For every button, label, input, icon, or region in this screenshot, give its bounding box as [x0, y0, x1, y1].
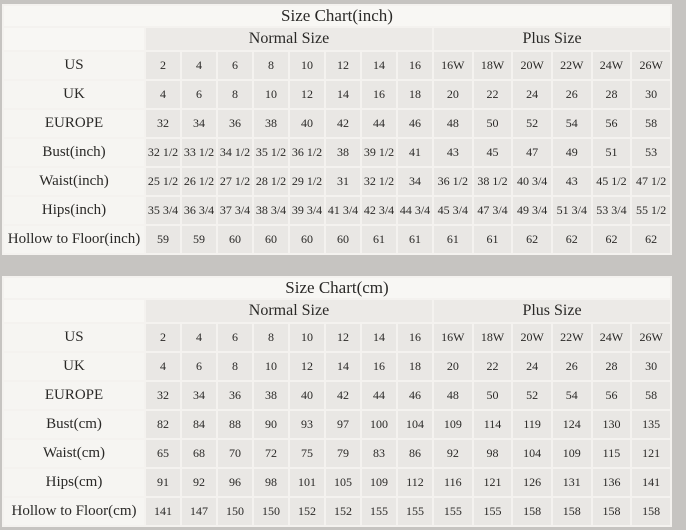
size-value-cell: 62: [513, 226, 551, 253]
table-row: [4, 110, 670, 137]
size-value-cell: 84: [182, 411, 216, 438]
size-value-cell: 16W: [434, 324, 472, 351]
table-title: Size Chart(cm): [4, 278, 670, 298]
size-value-cell: 155: [434, 498, 472, 525]
size-value-cell: 32: [146, 382, 180, 409]
size-value-cell: 12: [290, 81, 324, 108]
size-value-cell: 126: [513, 469, 551, 496]
row-label: Bust(inch): [4, 139, 144, 166]
size-value-cell: 44: [362, 110, 396, 137]
table-row: [4, 353, 670, 380]
size-value-cell: 42: [326, 110, 360, 137]
table-row: [4, 411, 670, 438]
size-value-cell: 45: [474, 139, 512, 166]
size-value-cell: 93: [290, 411, 324, 438]
row-label: US: [4, 324, 144, 351]
size-value-cell: 48: [434, 110, 472, 137]
size-value-cell: 8: [254, 52, 288, 79]
size-value-cell: 62: [593, 226, 631, 253]
size-value-cell: 16: [398, 324, 432, 351]
size-value-cell: 52: [513, 382, 551, 409]
size-value-cell: 32 1/2: [362, 168, 396, 195]
size-value-cell: 147: [182, 498, 216, 525]
size-value-cell: 96: [218, 469, 252, 496]
size-value-cell: 155: [362, 498, 396, 525]
row-label: UK: [4, 353, 144, 380]
size-value-cell: 4: [146, 353, 180, 380]
size-value-cell: 18W: [474, 324, 512, 351]
size-value-cell: 109: [553, 440, 591, 467]
size-value-cell: 20W: [513, 52, 551, 79]
size-value-cell: 39 3/4: [290, 197, 324, 224]
size-value-cell: 124: [553, 411, 591, 438]
row-label: Bust(cm): [4, 411, 144, 438]
size-value-cell: 40 3/4: [513, 168, 551, 195]
size-value-cell: 150: [218, 498, 252, 525]
size-value-cell: 24: [513, 353, 551, 380]
size-value-cell: 141: [632, 469, 670, 496]
row-label: EUROPE: [4, 110, 144, 137]
size-value-cell: 82: [146, 411, 180, 438]
size-value-cell: 61: [398, 226, 432, 253]
size-value-cell: 58: [632, 110, 670, 137]
size-chart-table: [2, 276, 672, 527]
size-value-cell: 150: [254, 498, 288, 525]
size-value-cell: 36: [218, 110, 252, 137]
size-value-cell: 92: [182, 469, 216, 496]
size-value-cell: 152: [326, 498, 360, 525]
row-label: Hips(inch): [4, 197, 144, 224]
size-value-cell: 62: [632, 226, 670, 253]
size-value-cell: 18: [398, 353, 432, 380]
column-group-header: Normal Size: [146, 28, 432, 50]
size-value-cell: 47 3/4: [474, 197, 512, 224]
size-value-cell: 60: [326, 226, 360, 253]
size-value-cell: 59: [182, 226, 216, 253]
size-value-cell: 92: [434, 440, 472, 467]
size-value-cell: 41 3/4: [326, 197, 360, 224]
size-value-cell: 65: [146, 440, 180, 467]
size-value-cell: 53: [632, 139, 670, 166]
row-label: Hollow to Floor(cm): [4, 498, 144, 525]
size-value-cell: 52: [513, 110, 551, 137]
size-value-cell: 55 1/2: [632, 197, 670, 224]
size-value-cell: 51: [593, 139, 631, 166]
size-value-cell: 4: [146, 81, 180, 108]
size-value-cell: 26W: [632, 52, 670, 79]
size-value-cell: 53 3/4: [593, 197, 631, 224]
size-chart-inch-section: [2, 4, 686, 255]
size-value-cell: 75: [290, 440, 324, 467]
size-value-cell: 61: [474, 226, 512, 253]
size-value-cell: 22: [474, 353, 512, 380]
table-row: [4, 52, 670, 79]
size-value-cell: 56: [593, 110, 631, 137]
size-value-cell: 22W: [553, 324, 591, 351]
size-value-cell: 38: [254, 382, 288, 409]
size-value-cell: 8: [254, 324, 288, 351]
size-value-cell: 72: [254, 440, 288, 467]
corner-cell: [4, 300, 144, 322]
table-row: [4, 139, 670, 166]
size-value-cell: 30: [632, 353, 670, 380]
size-value-cell: 25 1/2: [146, 168, 180, 195]
size-value-cell: 44 3/4: [398, 197, 432, 224]
size-value-cell: 18W: [474, 52, 512, 79]
size-value-cell: 114: [474, 411, 512, 438]
size-value-cell: 10: [290, 52, 324, 79]
size-value-cell: 2: [146, 52, 180, 79]
size-value-cell: 70: [218, 440, 252, 467]
size-chart-table: [2, 4, 672, 255]
row-label: Hollow to Floor(inch): [4, 226, 144, 253]
size-value-cell: 14: [362, 324, 396, 351]
size-value-cell: 32: [146, 110, 180, 137]
size-value-cell: 60: [290, 226, 324, 253]
size-value-cell: 60: [254, 226, 288, 253]
size-value-cell: 22W: [553, 52, 591, 79]
size-value-cell: 20: [434, 353, 472, 380]
size-value-cell: 104: [398, 411, 432, 438]
size-value-cell: 62: [553, 226, 591, 253]
size-value-cell: 38: [326, 139, 360, 166]
table-row: [4, 324, 670, 351]
row-label: US: [4, 52, 144, 79]
size-value-cell: 60: [218, 226, 252, 253]
size-value-cell: 97: [326, 411, 360, 438]
size-value-cell: 41: [398, 139, 432, 166]
size-value-cell: 105: [326, 469, 360, 496]
size-value-cell: 101: [290, 469, 324, 496]
size-value-cell: 158: [593, 498, 631, 525]
size-value-cell: 42 3/4: [362, 197, 396, 224]
size-value-cell: 34: [182, 110, 216, 137]
table-title: Size Chart(inch): [4, 6, 670, 26]
corner-cell: [4, 28, 144, 50]
size-value-cell: 37 3/4: [218, 197, 252, 224]
size-value-cell: 86: [398, 440, 432, 467]
size-value-cell: 130: [593, 411, 631, 438]
size-value-cell: 109: [362, 469, 396, 496]
size-value-cell: 54: [553, 382, 591, 409]
row-label: EUROPE: [4, 382, 144, 409]
size-value-cell: 14: [326, 81, 360, 108]
size-value-cell: 155: [474, 498, 512, 525]
size-value-cell: 38 1/2: [474, 168, 512, 195]
table-row: [4, 440, 670, 467]
size-value-cell: 49 3/4: [513, 197, 551, 224]
size-value-cell: 35 1/2: [254, 139, 288, 166]
table-row: [4, 382, 670, 409]
size-value-cell: 58: [632, 382, 670, 409]
size-value-cell: 16W: [434, 52, 472, 79]
size-value-cell: 98: [474, 440, 512, 467]
size-value-cell: 36: [218, 382, 252, 409]
size-value-cell: 136: [593, 469, 631, 496]
size-value-cell: 18: [398, 81, 432, 108]
size-value-cell: 26: [553, 353, 591, 380]
size-value-cell: 79: [326, 440, 360, 467]
size-value-cell: 22: [474, 81, 512, 108]
size-value-cell: 10: [254, 353, 288, 380]
size-value-cell: 54: [553, 110, 591, 137]
size-value-cell: 158: [632, 498, 670, 525]
size-value-cell: 109: [434, 411, 472, 438]
size-value-cell: 29 1/2: [290, 168, 324, 195]
size-value-cell: 40: [290, 110, 324, 137]
size-value-cell: 155: [398, 498, 432, 525]
size-value-cell: 121: [474, 469, 512, 496]
size-value-cell: 88: [218, 411, 252, 438]
size-value-cell: 61: [434, 226, 472, 253]
size-value-cell: 83: [362, 440, 396, 467]
size-value-cell: 26W: [632, 324, 670, 351]
size-value-cell: 4: [182, 52, 216, 79]
size-value-cell: 4: [182, 324, 216, 351]
size-value-cell: 36 3/4: [182, 197, 216, 224]
size-value-cell: 14: [326, 353, 360, 380]
size-value-cell: 119: [513, 411, 551, 438]
row-label: UK: [4, 81, 144, 108]
size-value-cell: 43: [553, 168, 591, 195]
size-value-cell: 26: [553, 81, 591, 108]
size-value-cell: 91: [146, 469, 180, 496]
size-value-cell: 43: [434, 139, 472, 166]
size-value-cell: 49: [553, 139, 591, 166]
size-value-cell: 27 1/2: [218, 168, 252, 195]
size-value-cell: 131: [553, 469, 591, 496]
size-value-cell: 47: [513, 139, 551, 166]
size-value-cell: 135: [632, 411, 670, 438]
size-value-cell: 12: [326, 324, 360, 351]
size-value-cell: 112: [398, 469, 432, 496]
size-value-cell: 44: [362, 382, 396, 409]
table-row: [4, 498, 670, 525]
column-group-header: Plus Size: [434, 300, 670, 322]
size-value-cell: 45 3/4: [434, 197, 472, 224]
size-value-cell: 10: [290, 324, 324, 351]
row-label: Waist(inch): [4, 168, 144, 195]
size-value-cell: 46: [398, 110, 432, 137]
size-value-cell: 8: [218, 353, 252, 380]
row-label: Hips(cm): [4, 469, 144, 496]
size-value-cell: 50: [474, 110, 512, 137]
size-value-cell: 24: [513, 81, 551, 108]
size-value-cell: 28: [593, 81, 631, 108]
size-value-cell: 24W: [593, 324, 631, 351]
row-label: Waist(cm): [4, 440, 144, 467]
size-value-cell: 98: [254, 469, 288, 496]
size-value-cell: 2: [146, 324, 180, 351]
size-value-cell: 16: [362, 353, 396, 380]
size-value-cell: 8: [218, 81, 252, 108]
size-value-cell: 32 1/2: [146, 139, 180, 166]
size-value-cell: 28 1/2: [254, 168, 288, 195]
size-value-cell: 28: [593, 353, 631, 380]
size-value-cell: 47 1/2: [632, 168, 670, 195]
size-value-cell: 141: [146, 498, 180, 525]
size-value-cell: 115: [593, 440, 631, 467]
size-value-cell: 42: [326, 382, 360, 409]
size-value-cell: 45 1/2: [593, 168, 631, 195]
size-value-cell: 12: [290, 353, 324, 380]
size-value-cell: 16: [398, 52, 432, 79]
size-value-cell: 48: [434, 382, 472, 409]
size-value-cell: 90: [254, 411, 288, 438]
size-value-cell: 116: [434, 469, 472, 496]
size-value-cell: 38 3/4: [254, 197, 288, 224]
size-value-cell: 50: [474, 382, 512, 409]
size-value-cell: 24W: [593, 52, 631, 79]
size-value-cell: 26 1/2: [182, 168, 216, 195]
size-value-cell: 68: [182, 440, 216, 467]
size-value-cell: 34: [398, 168, 432, 195]
size-value-cell: 61: [362, 226, 396, 253]
size-value-cell: 38: [254, 110, 288, 137]
size-value-cell: 46: [398, 382, 432, 409]
size-value-cell: 6: [218, 52, 252, 79]
column-group-header: Plus Size: [434, 28, 670, 50]
size-value-cell: 56: [593, 382, 631, 409]
table-row: [4, 469, 670, 496]
size-value-cell: 6: [182, 81, 216, 108]
size-value-cell: 12: [326, 52, 360, 79]
size-value-cell: 33 1/2: [182, 139, 216, 166]
size-value-cell: 59: [146, 226, 180, 253]
table-row: [4, 168, 670, 195]
size-value-cell: 6: [182, 353, 216, 380]
size-value-cell: 20W: [513, 324, 551, 351]
size-value-cell: 158: [553, 498, 591, 525]
column-group-header: Normal Size: [146, 300, 432, 322]
size-value-cell: 10: [254, 81, 288, 108]
size-value-cell: 34 1/2: [218, 139, 252, 166]
size-value-cell: 31: [326, 168, 360, 195]
table-row: [4, 226, 670, 253]
size-value-cell: 36 1/2: [290, 139, 324, 166]
size-value-cell: 36 1/2: [434, 168, 472, 195]
table-row: [4, 81, 670, 108]
size-value-cell: 40: [290, 382, 324, 409]
size-value-cell: 121: [632, 440, 670, 467]
size-value-cell: 16: [362, 81, 396, 108]
size-chart-cm-section: [2, 276, 686, 527]
size-value-cell: 30: [632, 81, 670, 108]
size-value-cell: 35 3/4: [146, 197, 180, 224]
size-value-cell: 51 3/4: [553, 197, 591, 224]
size-value-cell: 6: [218, 324, 252, 351]
size-value-cell: 14: [362, 52, 396, 79]
size-value-cell: 20: [434, 81, 472, 108]
size-value-cell: 100: [362, 411, 396, 438]
size-value-cell: 39 1/2: [362, 139, 396, 166]
size-value-cell: 152: [290, 498, 324, 525]
table-row: [4, 197, 670, 224]
size-value-cell: 158: [513, 498, 551, 525]
size-value-cell: 104: [513, 440, 551, 467]
size-value-cell: 34: [182, 382, 216, 409]
